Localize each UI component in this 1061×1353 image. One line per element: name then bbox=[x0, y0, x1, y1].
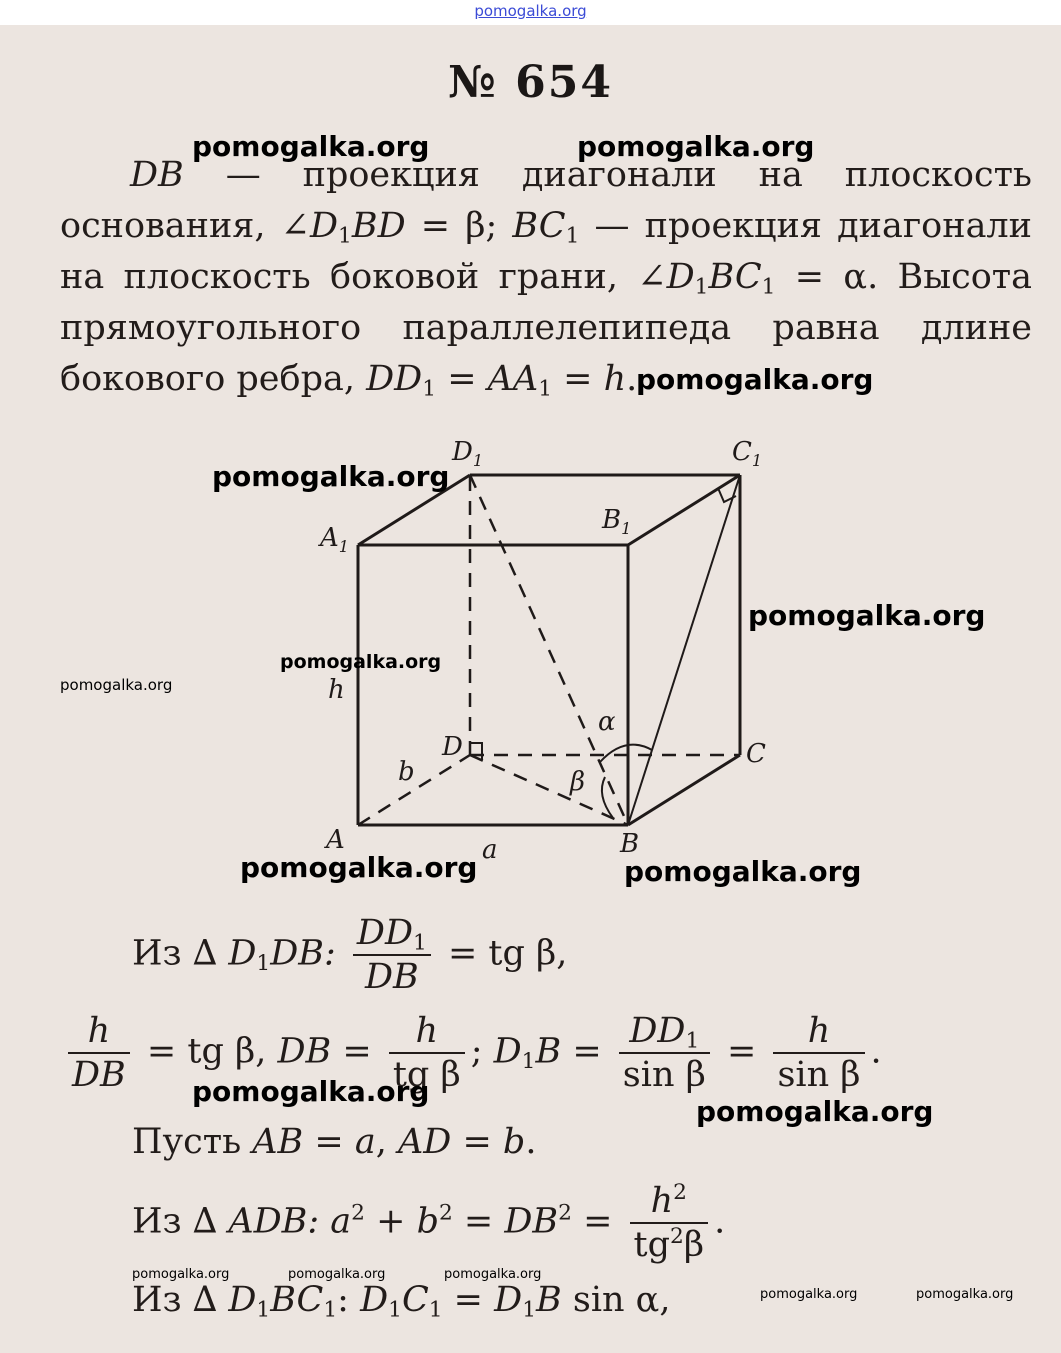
text-1: — проекция диагонали на плоскость основания, ∠ bbox=[60, 155, 1032, 246]
text-2: — проекция диагонали на плоскость боковой грани, ∠ bbox=[60, 206, 1032, 297]
watermark: pomogalka.org bbox=[636, 363, 874, 396]
angle-bc: BC bbox=[708, 257, 762, 297]
fraction-h-tgb: $\frac{h}{\text{tg β}}$ bbox=[389, 1010, 465, 1096]
label-h: h bbox=[328, 675, 345, 705]
sub-5: 1 bbox=[422, 376, 437, 402]
eq-beta: = β; bbox=[405, 206, 513, 246]
watermark: pomogalka.org bbox=[444, 1267, 542, 1282]
sub-3: 1 bbox=[694, 274, 709, 300]
edge-b-c bbox=[628, 755, 740, 825]
var-aa: AA bbox=[487, 359, 539, 399]
hidden-diagonal-d-b bbox=[470, 755, 628, 825]
watermark: pomogalka.org bbox=[132, 1267, 230, 1282]
edge-b1-c1 bbox=[628, 475, 740, 545]
sub-6: 1 bbox=[538, 376, 553, 402]
watermark: pomogalka.org bbox=[240, 851, 478, 884]
watermark: pomogalka.org bbox=[280, 651, 442, 673]
angle-arc-beta bbox=[602, 777, 613, 818]
fraction-h-sinb: $\frac{h}{\text{sin β}}$ bbox=[773, 1010, 864, 1096]
var-h: h bbox=[603, 359, 627, 399]
period: . bbox=[626, 359, 638, 399]
watermark: pomogalka.org bbox=[192, 130, 430, 163]
sub-1: 1 bbox=[338, 223, 352, 249]
label-d: D bbox=[442, 732, 463, 762]
var-dd: DD bbox=[366, 359, 423, 399]
watermark: pomogalka.org bbox=[192, 1075, 430, 1108]
formula-5: Из ∆ $D_1BC_1$: $D_1C_1 = D_1B$ sin α, bbox=[132, 1280, 671, 1323]
watermark: pomogalka.org bbox=[577, 130, 815, 163]
formula-1: Из ∆ $D_1DB$: $\frac{DD_1}{DB}$ = tg β, bbox=[132, 913, 568, 997]
watermark: pomogalka.org bbox=[760, 1287, 858, 1302]
fraction-dd1-db: $\frac{DD_1}{DB}$ bbox=[353, 912, 431, 998]
label-a-edge: a bbox=[482, 835, 498, 865]
watermark: pomogalka.org bbox=[60, 676, 173, 694]
label-alpha: α bbox=[598, 707, 616, 737]
watermark: pomogalka.org bbox=[288, 1267, 386, 1282]
label-a: A bbox=[326, 825, 345, 855]
fraction-dd1-sinb: $\frac{DD_1}{\text{sin β}}$ bbox=[619, 1010, 710, 1096]
formula-4: Из ∆ ADB: $a^2 + b^2 = DB^2$ = $\frac{h^2}{tg^2\beta}$ . bbox=[132, 1179, 726, 1265]
angle-d: D bbox=[309, 206, 339, 246]
top-watermark-link[interactable]: pomogalka.org bbox=[474, 2, 587, 20]
label-b-edge: b bbox=[398, 757, 415, 787]
watermark: pomogalka.org bbox=[916, 1287, 1014, 1302]
fraction-h-db: $\frac{h}{DB}$ bbox=[68, 1010, 130, 1096]
sub-4: 1 bbox=[761, 274, 776, 300]
eq-2: = bbox=[552, 359, 604, 399]
watermark: pomogalka.org bbox=[748, 599, 986, 632]
formula-2: $\frac{h}{DB}$ = tg β, DB = $\frac{h}{\text{tg β}}$ ; $D_1B$ = $\frac{DD_1}{\text{sin β}}$ = $\frac{h}{\text{sin β}}$ . bbox=[62, 1010, 882, 1096]
watermark: pomogalka.org bbox=[696, 1095, 934, 1128]
label-b1: $B_1$ bbox=[602, 505, 632, 538]
fraction-h2-tg2b: $\frac{h^2}{tg^2\beta}$ bbox=[630, 1180, 709, 1266]
angle-bd: BD bbox=[351, 206, 406, 246]
sub-2: 1 bbox=[565, 223, 580, 249]
label-beta: β bbox=[570, 767, 586, 797]
parallelepiped-figure bbox=[300, 430, 800, 870]
text-3: = α. Высота прямоугольного параллелепипеда равна длине бокового ребра, bbox=[60, 257, 1032, 399]
label-c: C bbox=[746, 739, 766, 769]
watermark: pomogalka.org bbox=[212, 460, 450, 493]
label-a1: $A_1$ bbox=[320, 523, 349, 556]
label-d1: $D_1$ bbox=[452, 437, 484, 470]
formula-3: Пусть AB = a, AD = b. bbox=[132, 1122, 537, 1162]
var-bc: BC bbox=[512, 206, 566, 246]
angle-arc-alpha bbox=[600, 745, 652, 762]
var-db: DB bbox=[130, 155, 184, 195]
problem-title: № 654 bbox=[448, 57, 613, 108]
watermark: pomogalka.org bbox=[624, 855, 862, 888]
diagonal-b-c1 bbox=[628, 475, 740, 825]
eq-1: = bbox=[436, 359, 488, 399]
solution-paragraph bbox=[60, 150, 1032, 405]
label-b: B bbox=[620, 829, 640, 859]
label-c1: $C_1$ bbox=[732, 437, 763, 470]
angle-d2: D bbox=[666, 257, 695, 297]
